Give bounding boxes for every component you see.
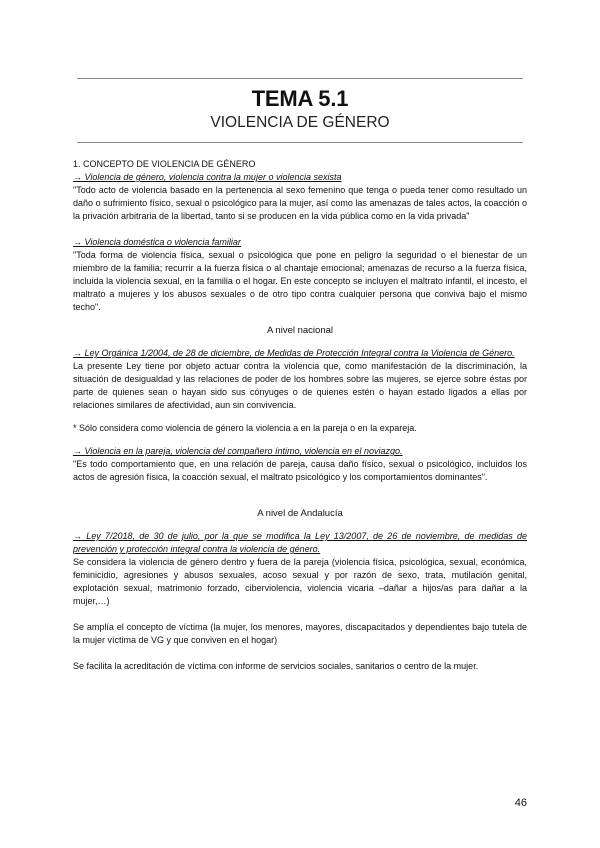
definition-link-domestic-violence[interactable]: → Violencia doméstica o violencia familiar	[73, 237, 241, 247]
bottom-rule	[77, 142, 523, 143]
victim-concept-text: Se amplía el concepto de víctima (la mujer, los menores, mayores, discapacitados y dependientes bajo tutela de la mujer víctima de VG y que conviven en el hogar)	[73, 622, 527, 645]
definition-text-partner-violence: "Es todo comportamiento que, en una relación de pareja, causa daño físico, sexual o psicológico, incluidos los actos de agresión física, la coacción sexual, el maltrato psicológico y los comportamientos dominantes".	[73, 459, 527, 482]
law-link-andalucia[interactable]: → Ley 7/2018, de 30 de julio, por la que se modifica la Ley 13/2007, de 26 de noviembre, de medidas de prevención y protección integral contra la violencia de género.	[73, 531, 527, 554]
andalucia-heading: A nivel de Andalucía	[257, 508, 343, 519]
page-number: 46	[514, 797, 527, 809]
law-text-andalucia: Se considera la violencia de género dentro y fuera de la pareja (violencia física, psicológica, sexual, económica, feminicidio, agresiones y abusos sexuales, acoso sexual y por razón de sexo, trata, mutilación genital, explotación sexual, matrimonio forzado, ciberviolencia, violencia vicaria –dañar a hijos/as para dañar a la mujer,…)	[73, 557, 527, 606]
section-heading: 1. CONCEPTO DE VIOLENCIA DE GÉNERO	[73, 159, 256, 169]
national-heading: A nivel nacional	[266, 325, 334, 336]
definition-text-gender-violence: "Todo acto de violencia basado en la pertenencia al sexo femenino que tenga o pueda tener como resultado un daño o sufrimiento físico, sexual o psicológico para la mujer, así como las amenazas de tales actos, la coacción o la privación arbitraria de la libertad, tanto si se producen en la vida pública como en la vida privada"	[73, 185, 527, 221]
law-link-national[interactable]: → Ley Orgánica 1/2004, de 28 de diciembre, de Medidas de Protección Integral contra la Violencia de Género.	[73, 348, 515, 358]
body-content	[73, 158, 527, 673]
definition-link-partner-violence[interactable]: → Violencia en la pareja, violencia del compañero íntimo, violencia en el noviazgo.	[73, 446, 403, 456]
page-title: TEMA 5.1	[251, 86, 349, 111]
definition-text-domestic-violence: "Toda forma de violencia física, sexual o psicológica que pone en peligro la seguridad o el bienestar de un miembro de la familia; recurrir a la fuerza física o al chantaje emocional; amenazas de recurso a la fuerza física, incluida la violencia sexual, en la familia o el hogar. En este concepto se incluyen el maltrato infantil, el incesto, el maltrato a mujeres y los abusos sexuales o de otro tipo contra cualquier persona que conviva bajo el mismo techo".	[73, 250, 527, 312]
law-text-national: La presente Ley tiene por objeto actuar contra la violencia que, como manifestación de la discriminación, la situación de desigualdad y las relaciones de poder de los hombres sobre las mujeres, se ejerce sobre éstas por parte de quienes sean o hayan sido sus cónyuges o de quienes estén o hayan estado ligados a ellas por relaciones similares de afectividad, aun sin convivencia.	[73, 361, 527, 410]
note-text: * Sólo considera como violencia de género la violencia a en la pareja o en la expareja.	[73, 423, 417, 433]
definition-link-gender-violence[interactable]: → Violencia de género, violencia contra la mujer o violencia sexista	[73, 172, 342, 182]
top-rule	[77, 78, 523, 79]
accreditation-text: Se facilita la acreditación de víctima con informe de servicios sociales, sanitarios o centro de la mujer.	[73, 661, 479, 671]
page-subtitle: VIOLENCIA DE GÉNERO	[210, 114, 390, 131]
